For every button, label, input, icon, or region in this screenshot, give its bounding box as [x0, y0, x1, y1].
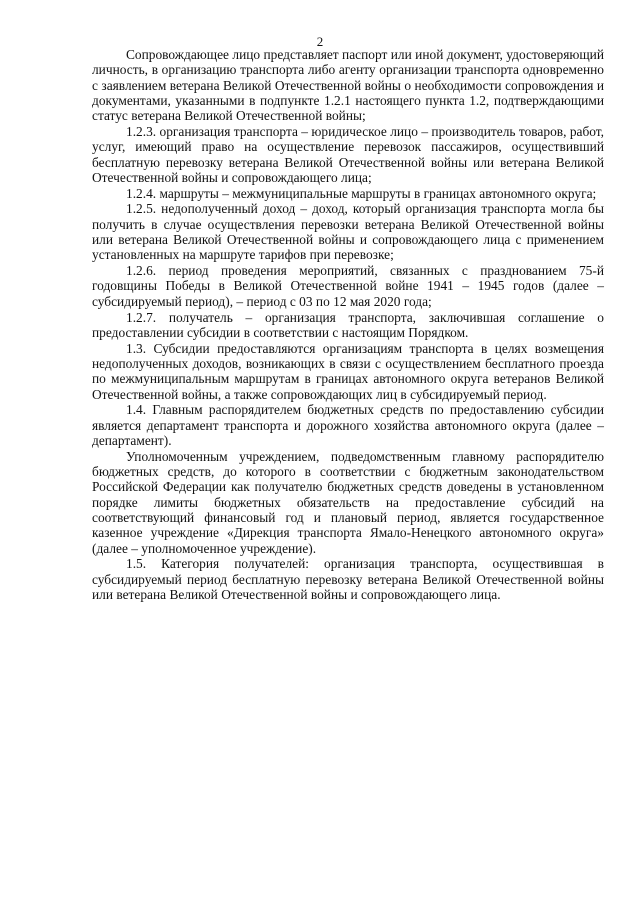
paragraph-1-2-6: 1.2.6. период проведения мероприятий, связанных с празднованием 75-й годовщины Победы в Великой Отечественной войне 1941 – 1945 годов (далее – субсидируемый период), – период с 03 по 12 мая 2020 года; [92, 263, 604, 309]
paragraph-1-2-5: 1.2.5. недополученный доход – доход, который организация транспорта могла бы получить в случае осуществления перевозки ветерана Великой Отечественной войны или ветерана Великой Отечественной войны и сопровождающего лица с применением установленных на маршруте тарифов при перевозке; [92, 201, 604, 263]
paragraph-1-3: 1.3. Субсидии предоставляются организациям транспорта в целях возмещения недополученных доходов, возникающих в связи с осуществлением бесплатного проезда по межмуниципальным маршрутам в границах автономного округа ветеранов Великой Отечественной войны, а также сопровождающих лиц в субсидируемый период. [92, 340, 604, 402]
paragraph-1-5: 1.5. Категория получателей: организация транспорта, осуществившая в субсидируемый период бесплатную перевозку ветерана Великой Отечественной войны или ветерана Великой Отечественной войны и сопровождающего лица. [92, 556, 604, 602]
paragraph-authorized-institution: Уполномоченным учреждением, подведомственным главному распорядителю бюджетных средств, до которого в соответствии с бюджетным законодательством Российской Федерации как получателю бюджетных средств доведены в установленном порядке лимиты бюджетных обязательств на предоставление субсидий на соответствующий финансовый год и плановый период, является государственное казенное учреждение «Дирекция транспорта Ямало-Ненецкого автономного округа» (далее – уполномоченное учреждение). [92, 448, 604, 556]
page-number: 2 [316, 34, 324, 49]
paragraph-1-4: 1.4. Главным распорядителем бюджетных средств по предоставлению субсидии является департамент транспорта и дорожного хозяйства автономного округа (далее – департамент). [92, 402, 604, 448]
paragraph-escort-documents: Сопровождающее лицо представляет паспорт или иной документ, удостоверяющий личность, в организацию транспорта либо агенту организации транспорта одновременно с заявлением ветерана Великой Отечественной войны о необходимости сопровождения и документами, указанными в подпункте 1.2.1 настоящего пункта 1.2, подтверждающими статус ветерана Великой Отечественной войны; [92, 47, 604, 124]
paragraph-1-2-4: 1.2.4. маршруты – межмуниципальные маршруты в границах автономного округа; [126, 185, 597, 201]
document-body [92, 47, 604, 603]
paragraph-1-2-7: 1.2.7. получатель – организация транспорта, заключившая соглашение о предоставлении субсидии в соответствии с настоящим Порядком. [92, 309, 604, 340]
paragraph-1-2-3: 1.2.3. организация транспорта – юридическое лицо – производитель товаров, работ, услуг, имеющий право на осуществление перевозок пассажиров, осуществивший бесплатную перевозку ветерана Великой Отечественной войны или ветерана Великой Отечественной войны и сопровождающего лица; [92, 123, 604, 185]
